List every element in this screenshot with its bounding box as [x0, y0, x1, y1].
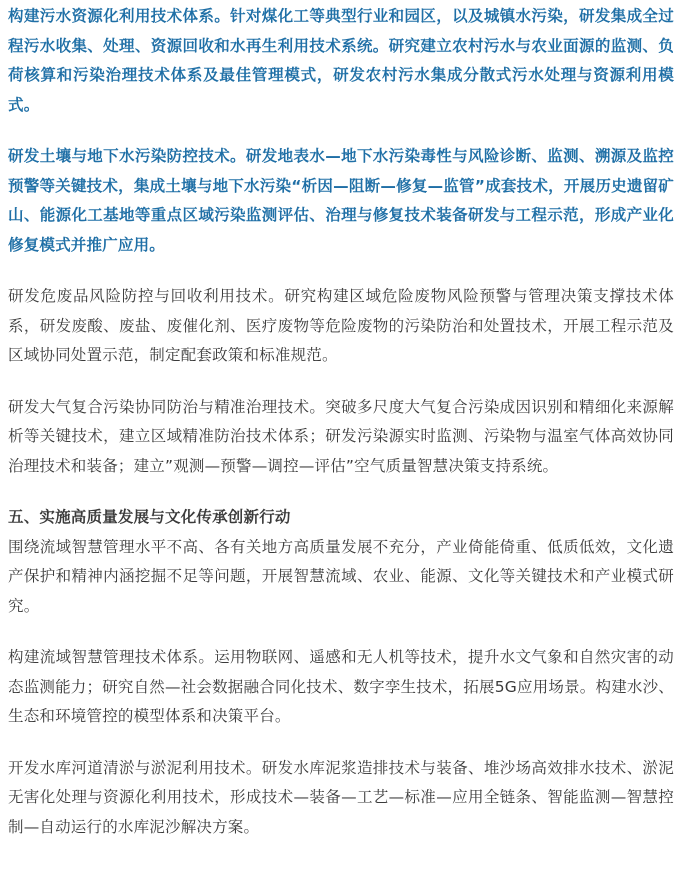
paragraph-section-intro: 围绕流域智慧管理水平不高、各有关地方高质量发展不充分，产业倚能倚重、低质低效，文化遗产保护和精神内涵挖掘不足等问题，开展智慧流域、农业、能源、文化等关键技术和产业模式研究。	[8, 537, 674, 615]
paragraph-soil-groundwater-pollution: 研发土壤与地下水污染防控技术。研发地表水—地下水污染毒性与风险诊断、监测、溯源及监控预警等关键技术，集成土壤与地下水污染“析因—阻断—修复—监管”成套技术，开展历史遗留矿山、能源化工基地等重点区域污染监测评估、治理与修复技术装备研发与工程示范，形成产业化修复模式并推广应用。	[8, 147, 674, 254]
paragraph-sewage-resource-utilization: 构建污水资源化利用技术体系。针对煤化工等典型行业和园区，以及城镇水污染，研发集成全过程污水收集、处理、资源回收和水再生利用技术系统。研究建立农村污水与农业面源的监测、负荷核算和污染治理技术体系及最佳管理模式，研发农村污水集成分散式污水处理与资源利用模式。	[8, 7, 674, 114]
section-heading-high-quality-development: 五、实施高质量发展与文化传承创新行动	[8, 508, 291, 526]
paragraph-reservoir-dredging: 开发水库河道清淤与淤泥利用技术。研发水库泥浆造排技术与装备、堆沙场高效排水技术、淤泥无害化处理与资源化利用技术，形成技术—装备—工艺—标准—应用全链条、智能监测—智慧控制—自动运行的水库泥沙解决方案。	[8, 758, 674, 836]
paragraph-air-pollution: 研发大气复合污染协同防治与精准治理技术。突破多尺度大气复合污染成因识别和精细化来源解析等关键技术，建立区域精准防治技术体系；研发污染源实时监测、污染物与温室气体高效协同治理技术和装备；建立”观测—预警—调控—评估”空气质量智慧决策支持系统。	[8, 397, 674, 475]
paragraph-smart-basin-management: 构建流域智慧管理技术体系。运用物联网、遥感和无人机等技术，提升水文气象和自然灾害的动态监测能力；研究自然—社会数据融合同化技术、数字孪生技术，拓展5G应用场景。构建水沙、生态和环境管控的模型体系和决策平台。	[8, 648, 674, 725]
article-body	[8, 2, 674, 864]
paragraph-hazardous-waste: 研发危废品风险防控与回收利用技术。研究构建区域危险废物风险预警与管理决策支撑技术体系，研发废酸、废盐、废催化剂、医疗废物等危险废物的污染防治和处置技术，开展工程示范及区域协同处置示范，制定配套政策和标准规范。	[8, 287, 674, 364]
